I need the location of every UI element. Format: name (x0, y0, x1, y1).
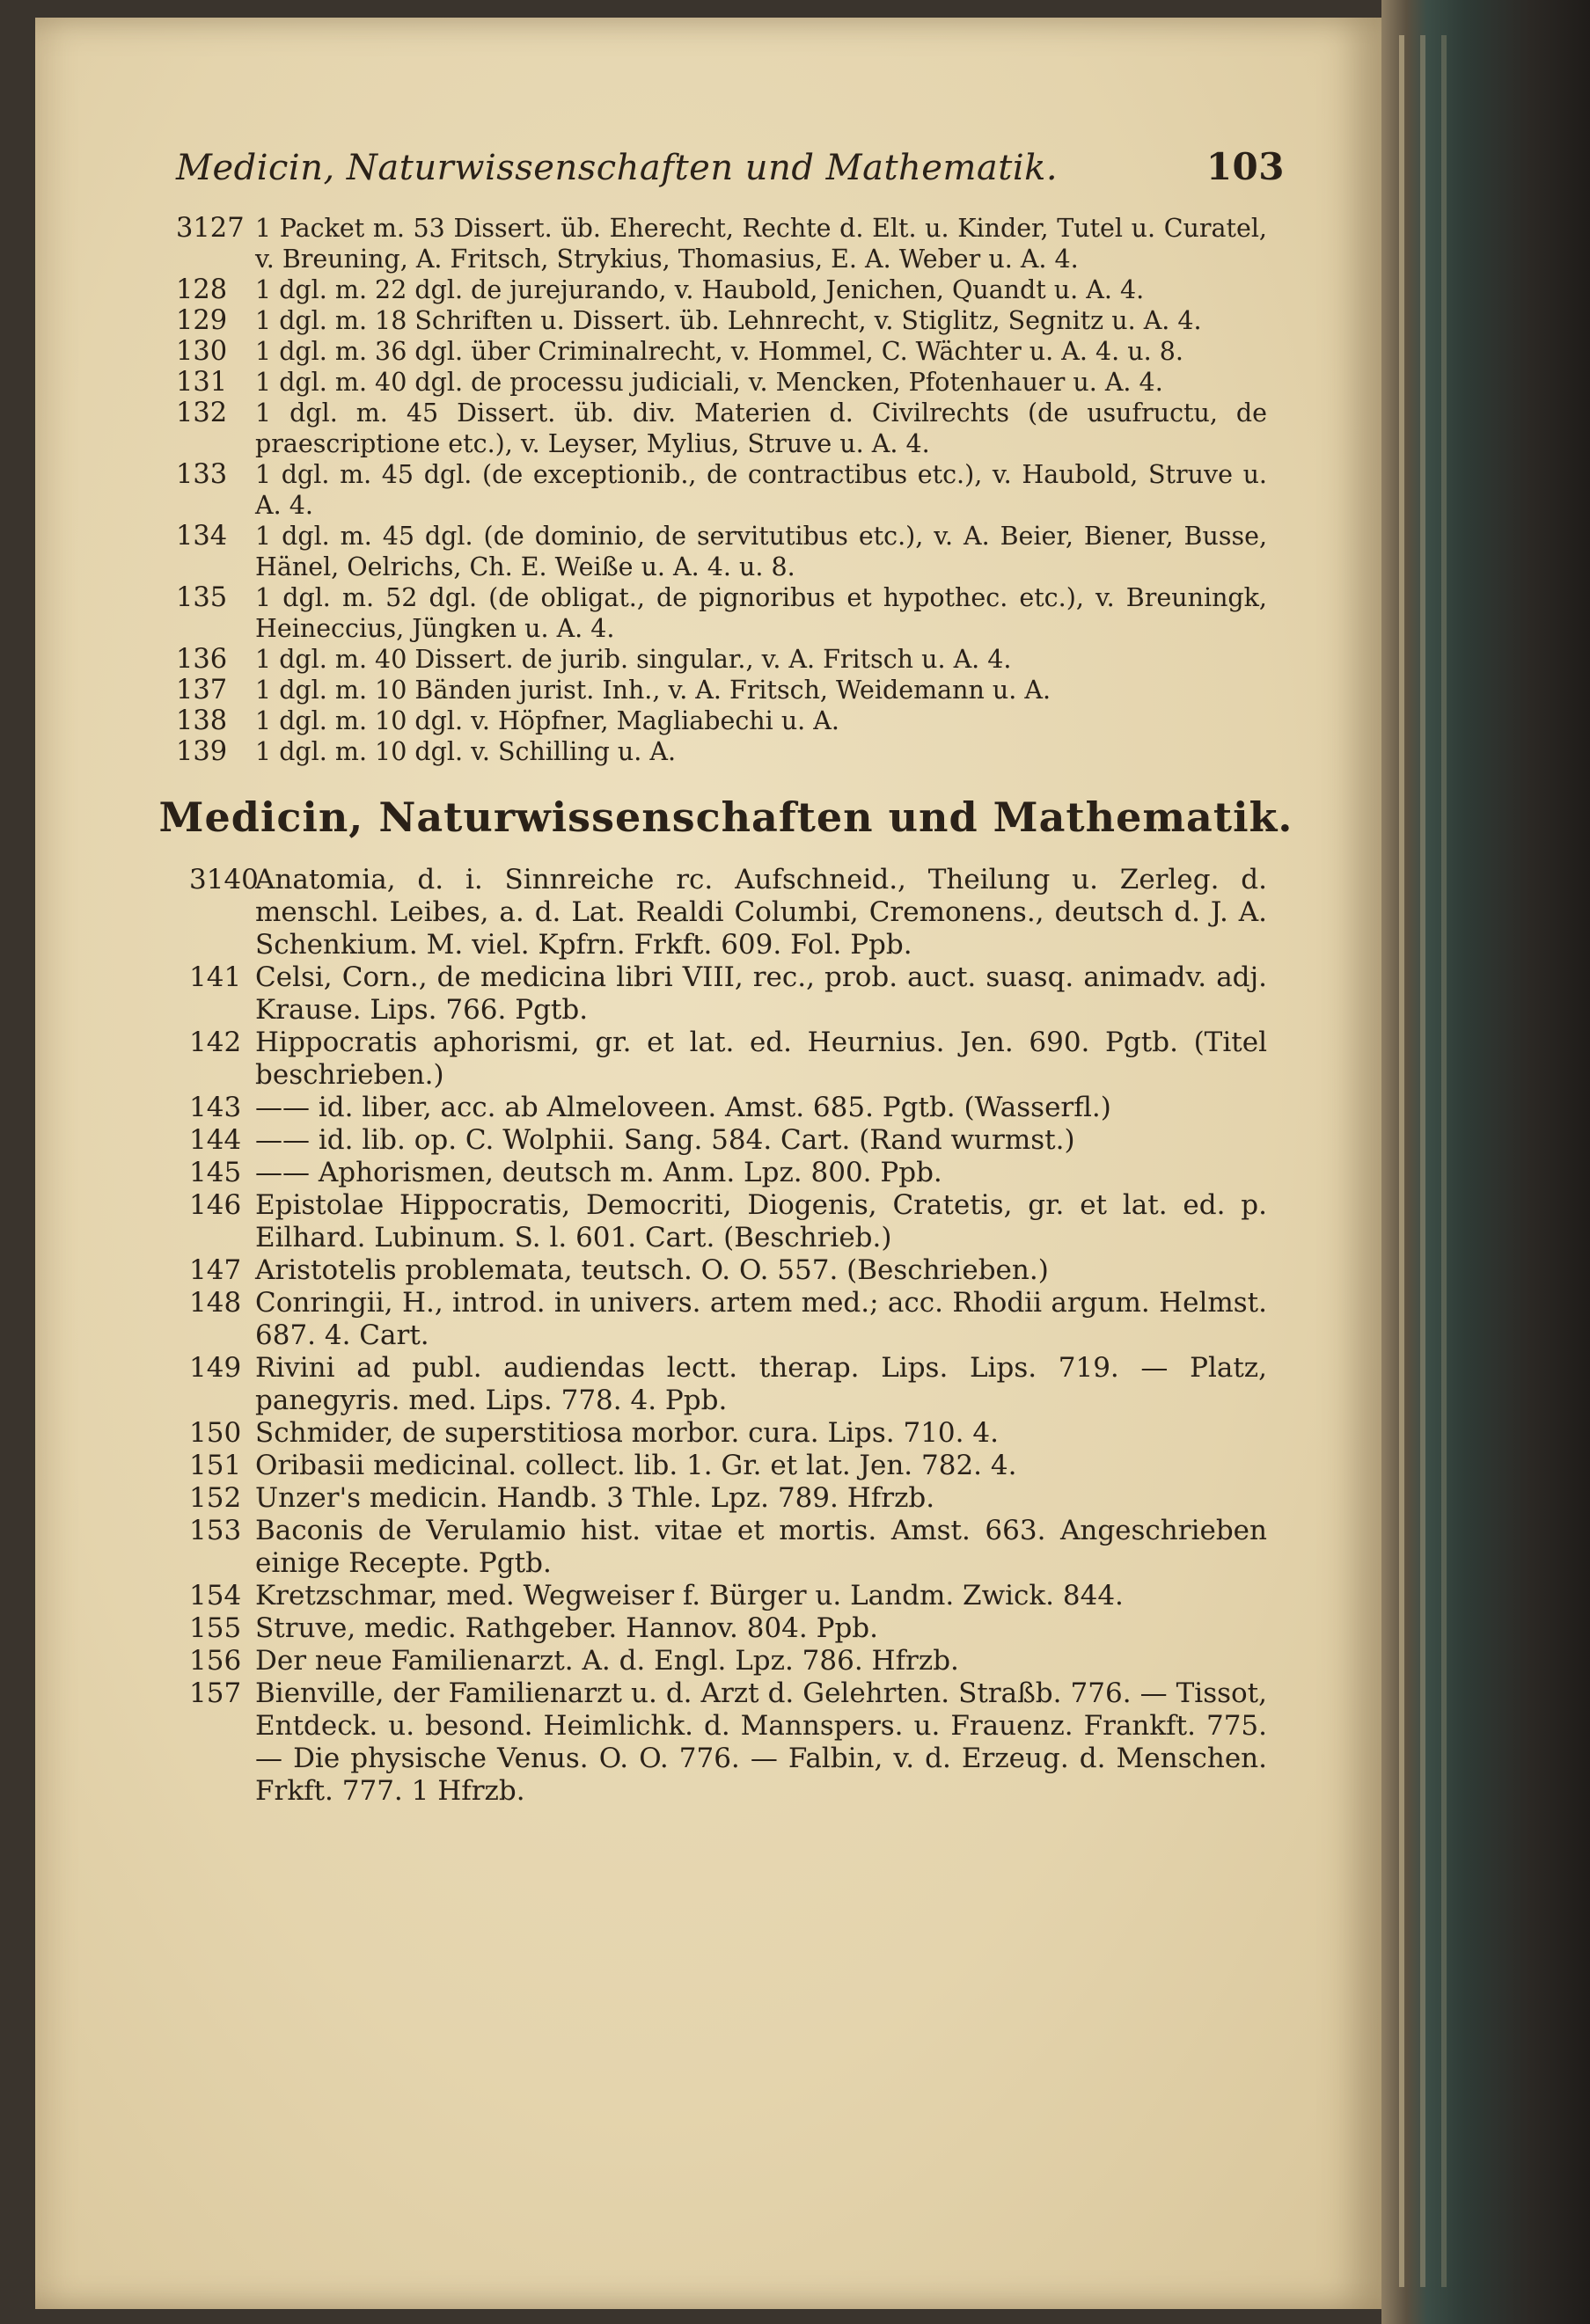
catalog-entry (150, 459, 1302, 521)
entry-text: Schmider, de superstitiosa morbor. cura. Lips. 710. 4. (255, 1417, 999, 1449)
catalog-entry (150, 864, 1302, 961)
entry-number: 139 (176, 736, 228, 767)
entry-number: 137 (176, 675, 228, 705)
entry-text: 1 dgl. m. 18 Schriften u. Dissert. üb. Lehnrecht, v. Stiglitz, Segnitz u. A. 4. (255, 306, 1202, 335)
entry-text: —— id. liber, acc. ab Almeloveen. Amst. 685. Pgtb. (Wasserfl.) (255, 1092, 1111, 1123)
entry-number: 128 (176, 274, 228, 305)
entry-number: 132 (176, 398, 228, 428)
entry-text: 1 Packet m. 53 Dissert. üb. Eherecht, Rechte d. Elt. u. Kinder, Tutel u. Curatel, v. Breuning, A. Fritsch, Strykius, Thomasius, E. A. Weber u. A. 4. (255, 214, 1267, 274)
entry-number: 130 (176, 336, 228, 367)
entry-text: 1 dgl. m. 45 dgl. (de dominio, de servitutibus etc.), v. A. Beier, Biener, Busse, Hänel, Oelrichs, Ch. E. Weiße u. A. 4. u. 8. (255, 522, 1267, 581)
catalog-entry (150, 961, 1302, 1027)
catalog-entries-top (150, 213, 1302, 767)
entry-text: Unzer's medicin. Handb. 3 Thle. Lpz. 789. Hfrzb. (255, 1482, 935, 1514)
entry-number: 3127 (176, 213, 245, 244)
running-head-title: Medicin, Naturwissenschaften und Mathematik. (176, 148, 1059, 188)
page-content (150, 145, 1302, 1808)
catalog-entry (150, 1645, 1302, 1677)
entry-text: 1 dgl. m. 22 dgl. de jurejurando, v. Haubold, Jenichen, Quandt u. A. 4. (255, 275, 1145, 304)
entry-number: 150 (189, 1417, 242, 1449)
entry-text: 1 dgl. m. 10 Bänden jurist. Inh., v. A. Fritsch, Weidemann u. A. (255, 676, 1051, 705)
catalog-entries-main (150, 864, 1302, 1808)
entry-number: 156 (189, 1645, 242, 1677)
entry-text: Baconis de Verulamio hist. vitae et mortis. Amst. 663. Angeschrieben einige Recepte. Pgtb. (255, 1515, 1267, 1579)
entry-number: 152 (189, 1482, 242, 1514)
entry-number: 134 (176, 521, 228, 552)
entry-text: 1 dgl. m. 10 dgl. v. Höpfner, Magliabechi u. A. (255, 706, 839, 735)
entry-text: 1 dgl. m. 52 dgl. (de obligat., de pignoribus et hypothec. etc.), v. Breuningk, Heineccius, Jüngken u. A. 4. (255, 583, 1267, 643)
entry-number: 133 (176, 459, 228, 490)
entry-text: Conringii, H., introd. in univers. artem med.; acc. Rhodii argum. Helmst. 687. 4. Cart. (255, 1287, 1267, 1351)
entry-text: —— Aphorismen, deutsch m. Anm. Lpz. 800. Ppb. (255, 1157, 942, 1188)
entry-number: 157 (189, 1677, 242, 1709)
catalog-entry (150, 1124, 1302, 1157)
entry-number: 129 (176, 305, 228, 336)
page-edge (1441, 35, 1447, 2287)
entry-text: Kretzschmar, med. Wegweiser f. Bürger u. Landm. Zwick. 844. (255, 1580, 1124, 1611)
entry-text: 1 dgl. m. 40 dgl. de processu judiciali, v. Mencken, Pfotenhauer u. A. 4. (255, 368, 1163, 397)
entry-text: Celsi, Corn., de medicina libri VIII, rec., prob. auct. suasq. animadv. adj. Krause. Lips. 766. Pgtb. (255, 961, 1267, 1026)
entry-number: 153 (189, 1515, 242, 1546)
entry-text: 1 dgl. m. 10 dgl. v. Schilling u. A. (255, 737, 677, 766)
entry-number: 138 (176, 705, 228, 736)
catalog-entry (150, 1287, 1302, 1352)
entry-text: 1 dgl. m. 36 dgl. über Criminalrecht, v. Hommel, C. Wächter u. A. 4. u. 8. (255, 337, 1183, 366)
entry-number: 145 (189, 1157, 242, 1188)
entry-number: 131 (176, 367, 228, 398)
entry-text: 1 dgl. m. 45 dgl. (de exceptionib., de contractibus etc.), v. Haubold, Struve u. A. 4. (255, 460, 1267, 520)
entry-text: Aristotelis problemata, teutsch. O. O. 557. (Beschrieben.) (255, 1254, 1049, 1286)
catalog-entry (150, 213, 1302, 274)
entry-number: 135 (176, 582, 228, 613)
entry-text: Anatomia, d. i. Sinnreiche rc. Aufschneid., Theilung u. Zerleg. d. menschl. Leibes, a. d. Lat. Realdi Columbi, Cremonens., deutsch d. J. A. Schenkium. M. viel. Kpfrn. Frkft. 609. Fol. Ppb. (255, 864, 1267, 961)
entry-text: Hippocratis aphorismi, gr. et lat. ed. Heurnius. Jen. 690. Pgtb. (Titel beschrieben.) (255, 1027, 1267, 1091)
entry-number: 143 (189, 1092, 242, 1123)
entry-number: 148 (189, 1287, 242, 1319)
entry-text: Bienville, der Familienarzt u. d. Arzt d. Gelehrten. Straßb. 776. — Tissot, Entdeck. u. besond. Heimlichk. d. Mannspers. u. Frauenz. Frankft. 775. — Die physische Venus. O. O. 776. — Falbin, v. d. Erzeug. d. Menschen. Frkft. 777. 1 Hfrzb. (255, 1677, 1267, 1807)
catalog-entry (150, 1515, 1302, 1580)
catalog-entry (150, 1677, 1302, 1808)
catalog-entry (150, 675, 1302, 705)
entry-text: Struve, medic. Rathgeber. Hannov. 804. Ppb. (255, 1612, 879, 1644)
entry-number: 142 (189, 1027, 242, 1058)
entry-number: 151 (189, 1450, 242, 1481)
entry-number: 141 (189, 961, 242, 993)
catalog-entry (150, 398, 1302, 459)
catalog-entry (150, 644, 1302, 675)
catalog-entry (150, 1482, 1302, 1515)
entry-number: 146 (189, 1189, 242, 1221)
entry-number: 3140 (189, 864, 259, 895)
catalog-entry (150, 1612, 1302, 1645)
entry-text: Der neue Familienarzt. A. d. Engl. Lpz. 786. Hfrzb. (255, 1645, 959, 1677)
entry-number: 154 (189, 1580, 242, 1611)
entry-text: Oribasii medicinal. collect. lib. 1. Gr. et lat. Jen. 782. 4. (255, 1450, 1017, 1481)
catalog-entry (150, 367, 1302, 398)
running-head (176, 145, 1285, 188)
catalog-entry (150, 582, 1302, 644)
catalog-entry (150, 1157, 1302, 1189)
catalog-entry (150, 705, 1302, 736)
entry-text: —— id. lib. op. C. Wolphii. Sang. 584. Cart. (Rand wurmst.) (255, 1124, 1075, 1156)
entry-text: Rivini ad publ. audiendas lectt. therap. Lips. Lips. 719. — Platz, panegyris. med. Lips. 778. 4. Ppb. (255, 1352, 1267, 1416)
catalog-entry (150, 1352, 1302, 1417)
page-edge (1420, 35, 1425, 2287)
entry-number: 136 (176, 644, 228, 675)
catalog-entry (150, 305, 1302, 336)
catalog-entry (150, 274, 1302, 305)
catalog-entry (150, 1027, 1302, 1092)
catalog-entry (150, 336, 1302, 367)
catalog-entry (150, 1189, 1302, 1254)
entry-text: Epistolae Hippocratis, Democriti, Diogenis, Cratetis, gr. et lat. ed. p. Eilhard. Lubinum. S. l. 601. Cart. (Beschrieb.) (255, 1189, 1267, 1253)
entry-text: 1 dgl. m. 40 Dissert. de jurib. singular., v. A. Fritsch u. A. 4. (255, 645, 1012, 674)
catalog-entry (150, 1254, 1302, 1287)
page-edge (1399, 35, 1404, 2287)
catalog-entry (150, 1417, 1302, 1450)
page-number: 103 (1205, 145, 1285, 188)
catalog-entry (150, 736, 1302, 767)
entry-number: 155 (189, 1612, 242, 1644)
catalog-entry (150, 1580, 1302, 1612)
entry-number: 149 (189, 1352, 242, 1384)
book-spine (1381, 0, 1590, 2324)
catalog-entry (150, 521, 1302, 582)
section-heading: Medicin, Naturwissenschaften und Mathematik. (158, 793, 1293, 841)
entry-text: 1 dgl. m. 45 Dissert. üb. div. Materien d. Civilrechts (de usufructu, de praescriptione etc.), v. Leyser, Mylius, Struve u. A. 4. (255, 398, 1267, 458)
catalog-entry (150, 1450, 1302, 1482)
catalog-entry (150, 1092, 1302, 1124)
entry-number: 144 (189, 1124, 242, 1156)
entry-number: 147 (189, 1254, 242, 1286)
